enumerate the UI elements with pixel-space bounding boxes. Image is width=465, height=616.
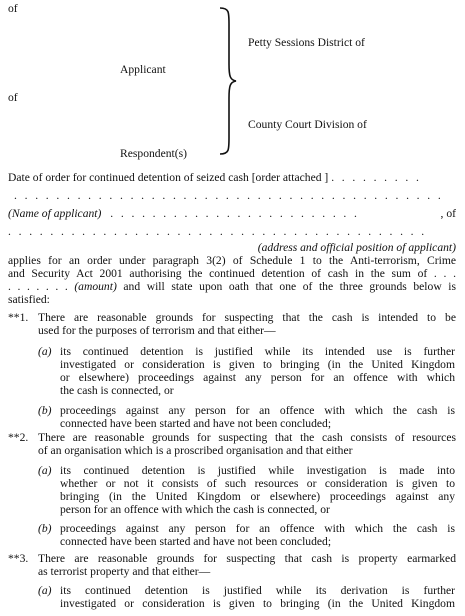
sub-line: connected have been started and have not been concluded;: [60, 417, 332, 430]
ground-line: as terrorist property and that either—: [38, 565, 211, 578]
name-of-applicant-dots: . . . . . . . . . . . . . . . . . . . . . . . .: [110, 207, 360, 220]
ground-2a: [38, 464, 456, 516]
respondent-label: Respondent(s): [120, 147, 187, 160]
sub-line: or elsewhere) proceedings against any person for an offence with which: [60, 371, 455, 384]
date-of-order-line: [8, 171, 421, 184]
sub-line: its continued detention is justified while its derivation is further: [60, 584, 455, 597]
county-court-label: County Court Division of: [248, 118, 367, 131]
sub-line: person for an offence with which the cash is connected, or: [60, 503, 330, 516]
intro-line: applies for an order under paragraph 3(2) of Schedule 1 to the Anti-terrorism, Crime: [8, 254, 456, 267]
ground-2-text: [38, 431, 456, 457]
of-label-respondent: of: [8, 91, 18, 104]
sub-label: (b): [38, 404, 52, 417]
ground-3a: [38, 584, 456, 610]
sub-line: bringing (in the United Kingdom or elsewhere) proceedings against any: [60, 490, 455, 503]
name-of-applicant-line: [8, 207, 456, 220]
ground-line: used for the purposes of terrorism and that either—: [38, 324, 276, 337]
ground-line: There are reasonable grounds for suspecting that the cash is intended to be: [38, 311, 456, 324]
sub-line: its continued detention is justified while its intended use is further: [60, 345, 455, 358]
sub-line: its continued detention is justified while investigation is made into: [60, 464, 455, 477]
intro-line: and Security Act 2001 authorising the continued detention of cash in the sum of . . .: [8, 267, 456, 280]
sub-line: investigated or consideration is given to bringing (in the United Kingdom: [60, 597, 455, 610]
ground-1-number: **1.: [8, 311, 29, 324]
date-of-order-text: Date of order for continued detention of seized cash [order attached ]: [8, 171, 329, 184]
ground-1a: [38, 345, 456, 397]
ground-line: There are reasonable grounds for suspecting that the cash consists of resources: [38, 431, 456, 444]
date-of-order-dots: . . . . . . . . .: [331, 171, 422, 184]
sub-line: proceedings against any person for an offence with which the cash is: [60, 522, 455, 535]
sub-label: (a): [38, 345, 52, 358]
sub-label: (b): [38, 522, 52, 535]
intro-line: satisfied:: [8, 293, 50, 306]
applicant-label: Applicant: [120, 63, 166, 76]
sub-label: (a): [38, 464, 52, 477]
sub-line: the cash is connected, or: [60, 384, 174, 397]
name-of-applicant-suffix: , of: [440, 207, 456, 220]
name-of-applicant-label: (Name of applicant): [8, 207, 102, 220]
sub-line: proceedings against any person for an offence with which the cash is: [60, 404, 455, 417]
of-label-applicant: of: [8, 2, 18, 15]
ground-1-text: [38, 311, 456, 337]
ground-line: of an organisation which is a proscribed organisation and that either: [38, 444, 353, 457]
sub-line: whether or not it consists of such resources or consideration is given to: [60, 477, 455, 490]
ground-3-text: [38, 552, 456, 578]
ground-1b: [38, 404, 456, 430]
ground-3-number: **3.: [8, 552, 29, 565]
ground-line: There are reasonable grounds for suspecting that cash is property earmarked: [38, 552, 456, 565]
sub-line: investigated or consideration is given to bringing (in the United Kingdom: [60, 358, 455, 371]
dotted-line-2: . . . . . . . . . . . . . . . . . . . . . . . . . . . . . . . . . . . . . . . .: [8, 225, 427, 238]
ground-2-number: **2.: [8, 431, 29, 444]
sub-label: (a): [38, 584, 52, 597]
sub-line: connected have been started and have not been concluded;: [60, 535, 332, 548]
intro-paragraph: [8, 254, 456, 306]
ground-2b: [38, 522, 456, 548]
address-label: (address and official position of applicant): [257, 241, 456, 254]
curly-brace-icon: [216, 6, 238, 156]
intro-line: . . . . . . . (amount) and will state upon oath that one of the three grounds below is: [8, 280, 457, 293]
dotted-line-1: . . . . . . . . . . . . . . . . . . . . . . . . . . . . . . . . . . . . . . . . .: [14, 189, 444, 202]
petty-sessions-label: Petty Sessions District of: [248, 36, 365, 49]
